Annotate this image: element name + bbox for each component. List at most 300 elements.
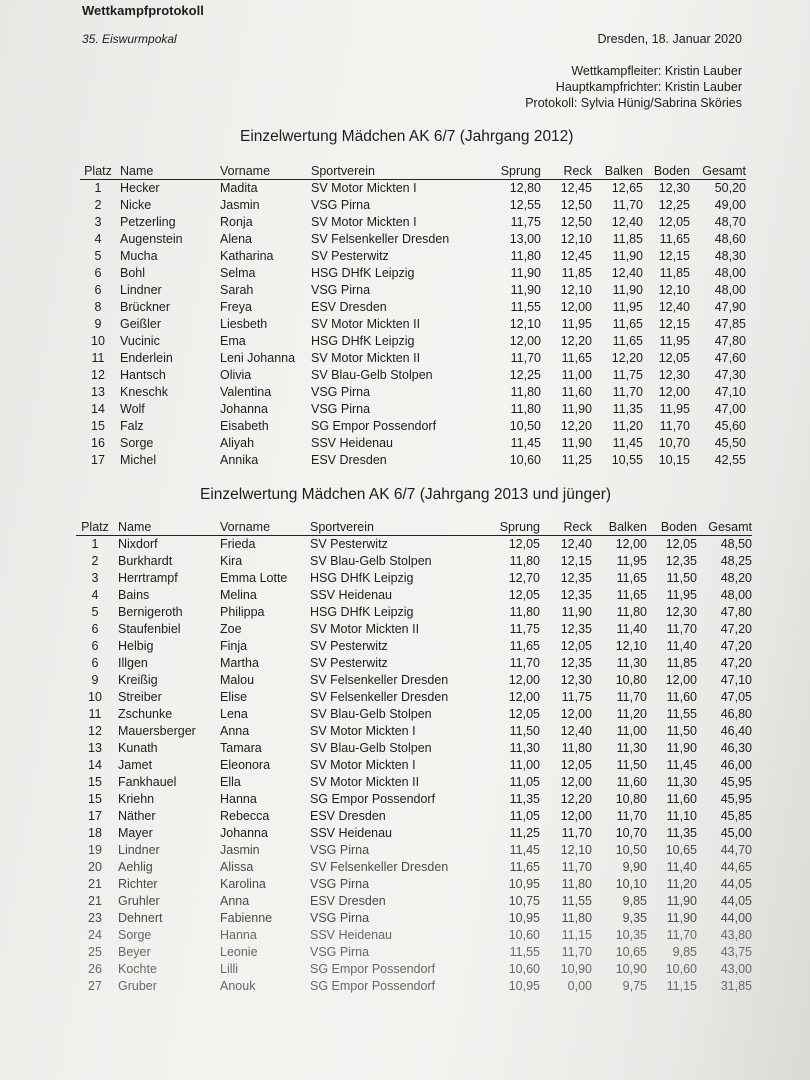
cell-vorname: Hanna [220, 928, 257, 942]
cell-platz: 6 [91, 639, 99, 653]
cell-balken: 11,70 [616, 690, 647, 704]
table-row [76, 825, 752, 842]
cell-sportverein: HSG DHfK Leipzig [310, 605, 414, 619]
cell-sportverein: SV Motor Mickten II [310, 622, 420, 636]
cell-platz: 6 [94, 266, 102, 280]
cell-sportverein: SV Blau-Gelb Stolpen [310, 707, 432, 721]
cell-sportverein: SV Motor Mickten I [311, 215, 417, 229]
cell-sprung: 11,70 [510, 351, 541, 365]
cell-sprung: 11,55 [509, 945, 540, 959]
cell-balken: 11,30 [616, 741, 647, 755]
cell-gesamt: 46,00 [720, 758, 752, 772]
cell-platz: 27 [88, 979, 102, 993]
col-name: Name [116, 164, 220, 180]
cell-platz: 13 [91, 385, 105, 399]
cell-reck: 12,15 [560, 554, 592, 568]
cell-sprung: 11,75 [509, 622, 540, 636]
cell-platz: 17 [91, 453, 105, 467]
cell-sprung: 12,70 [508, 571, 540, 585]
cell-gesamt: 46,30 [720, 741, 752, 755]
cell-balken: 10,80 [615, 673, 647, 687]
table-row [80, 214, 746, 231]
cell-balken: 11,70 [616, 809, 647, 823]
cell-vorname: Johanna [220, 826, 268, 840]
cell-name: Mayer [118, 826, 153, 840]
cell-sportverein: SV Felsenkeller Dresden [310, 690, 449, 704]
table-row [76, 961, 752, 978]
cell-platz: 21 [88, 877, 102, 891]
cell-sprung: 11,80 [510, 385, 541, 399]
cell-boden: 11,45 [666, 758, 697, 772]
cell-balken: 10,50 [615, 843, 647, 857]
table-row [80, 299, 746, 316]
cell-platz: 6 [91, 622, 99, 636]
cell-name: Mauersberger [118, 724, 196, 738]
cell-reck: 12,00 [560, 707, 592, 721]
cell-reck: 12,35 [560, 571, 592, 585]
cell-vorname: Jasmin [220, 843, 260, 857]
table-row [76, 944, 752, 961]
cell-platz: 8 [94, 300, 102, 314]
cell-name: Kunath [118, 741, 158, 755]
cell-vorname: Ronja [220, 215, 253, 229]
cell-name: Gruhler [118, 894, 160, 908]
cell-reck: 12,45 [560, 181, 592, 195]
cell-balken: 10,70 [615, 826, 647, 840]
cell-sprung: 11,35 [509, 792, 540, 806]
col-balken: Balken [592, 164, 643, 180]
cell-reck: 12,35 [560, 656, 592, 670]
cell-boden: 12,10 [658, 283, 690, 297]
table-row [76, 638, 752, 655]
cell-vorname: Ella [220, 775, 241, 789]
cell-name: Helbig [118, 639, 154, 653]
cell-balken: 11,50 [616, 758, 647, 772]
cell-vorname: Jasmin [220, 198, 260, 212]
cell-balken: 11,85 [612, 232, 643, 246]
cell-boden: 12,30 [665, 605, 697, 619]
cell-sprung: 11,65 [509, 860, 540, 874]
cell-gesamt: 47,10 [720, 673, 752, 687]
cell-balken: 10,80 [615, 792, 647, 806]
cell-boden: 11,95 [659, 402, 690, 416]
cell-gesamt: 47,10 [714, 385, 746, 399]
cell-vorname: Alena [220, 232, 252, 246]
cell-vorname: Ema [220, 334, 246, 348]
cell-name: Herrtrampf [118, 571, 178, 585]
cell-sportverein: SV Blau-Gelb Stolpen [310, 554, 432, 568]
cell-platz: 5 [91, 605, 99, 619]
competition-name: 35. Eiswurmpokal [82, 32, 177, 46]
section-title-2012: Einzelwertung Mädchen AK 6/7 (Jahrgang 2012) [240, 128, 574, 145]
cell-gesamt: 45,00 [720, 826, 752, 840]
cell-boden: 11,65 [659, 232, 690, 246]
cell-vorname: Leonie [220, 945, 258, 959]
cell-sportverein: SV Pesterwitz [310, 639, 388, 653]
cell-platz: 15 [88, 775, 102, 789]
cell-boden: 12,35 [665, 554, 697, 568]
table-row [76, 672, 752, 689]
cell-gesamt: 46,80 [720, 707, 752, 721]
cell-gesamt: 47,80 [720, 605, 752, 619]
cell-vorname: Anna [220, 724, 250, 738]
col-name: Name [114, 520, 220, 536]
cell-name: Kochte [118, 962, 157, 976]
cell-sprung: 12,00 [508, 690, 540, 704]
cell-name: Brückner [120, 300, 171, 314]
cell-platz: 9 [91, 673, 99, 687]
cell-sportverein: VSG Pirna [310, 911, 370, 925]
cell-vorname: Rebecca [220, 809, 270, 823]
cell-platz: 1 [91, 537, 99, 551]
cell-sprung: 11,75 [510, 215, 541, 229]
cell-platz: 1 [94, 181, 102, 195]
cell-boden: 11,10 [666, 809, 697, 823]
cell-vorname: Tamara [220, 741, 262, 755]
cell-balken: 10,10 [615, 877, 647, 891]
cell-platz: 15 [88, 792, 102, 806]
table-row [76, 910, 752, 927]
cell-balken: 11,75 [612, 368, 643, 382]
cell-gesamt: 44,05 [720, 877, 752, 891]
cell-balken: 11,65 [616, 571, 647, 585]
cell-vorname: Hanna [220, 792, 257, 806]
cell-vorname: Sarah [220, 283, 254, 297]
cell-sprung: 10,60 [509, 453, 541, 467]
col-balken: Balken [592, 520, 647, 536]
cell-reck: 11,65 [561, 351, 592, 365]
cell-sprung: 10,50 [509, 419, 541, 433]
cell-reck: 11,70 [561, 945, 592, 959]
col-gesamt: Gesamt [697, 520, 752, 536]
cell-name: Lindner [118, 843, 160, 857]
cell-reck: 11,25 [561, 453, 592, 467]
cell-gesamt: 47,30 [714, 368, 746, 382]
cell-reck: 12,30 [560, 673, 592, 687]
cell-sportverein: SG Empor Possendorf [310, 792, 436, 806]
cell-balken: 11,65 [612, 317, 643, 331]
cell-reck: 12,40 [560, 537, 592, 551]
cell-vorname: Kira [220, 554, 243, 568]
cell-vorname: Katharina [220, 249, 274, 263]
cell-balken: 10,35 [615, 928, 647, 942]
cell-boden: 12,40 [658, 300, 690, 314]
cell-sprung: 12,05 [508, 537, 540, 551]
cell-name: Fankhauel [118, 775, 177, 789]
cell-sportverein: ESV Dresden [311, 300, 387, 314]
cell-boden: 11,50 [666, 724, 697, 738]
table-header [76, 520, 752, 536]
cell-sprung: 10,95 [508, 979, 540, 993]
cell-gesamt: 48,25 [720, 554, 752, 568]
cell-vorname: Anna [220, 894, 250, 908]
cell-reck: 11,90 [561, 605, 592, 619]
cell-gesamt: 47,00 [714, 402, 746, 416]
cell-gesamt: 44,65 [720, 860, 752, 874]
cell-reck: 11,80 [561, 741, 592, 755]
cell-balken: 11,70 [612, 385, 643, 399]
cell-sportverein: VSG Pirna [311, 385, 371, 399]
cell-name: Vucinic [120, 334, 160, 348]
cell-boden: 11,20 [666, 877, 697, 891]
cell-platz: 25 [88, 945, 102, 959]
cell-boden: 10,60 [665, 962, 697, 976]
cell-reck: 12,20 [560, 419, 592, 433]
cell-balken: 11,80 [616, 605, 647, 619]
cell-name: Zschunke [118, 707, 173, 721]
cell-gesamt: 48,20 [720, 571, 752, 585]
competition-date: Dresden, 18. Januar 2020 [597, 32, 742, 46]
cell-gesamt: 45,95 [720, 792, 752, 806]
cell-platz: 11 [88, 707, 102, 721]
cell-balken: 11,95 [616, 554, 647, 568]
cell-reck: 12,10 [560, 843, 592, 857]
cell-vorname: Malou [220, 673, 255, 687]
cell-balken: 11,40 [616, 622, 647, 636]
cell-platz: 12 [91, 368, 105, 382]
cell-sportverein: SV Blau-Gelb Stolpen [310, 741, 432, 755]
cell-boden: 10,15 [658, 453, 690, 467]
cell-sprung: 11,80 [509, 554, 540, 568]
cell-reck: 11,90 [561, 402, 592, 416]
cell-vorname: Freya [220, 300, 252, 314]
cell-platz: 24 [88, 928, 102, 942]
cell-gesamt: 49,00 [714, 198, 746, 212]
cell-gesamt: 48,70 [714, 215, 746, 229]
cell-name: Beyer [118, 945, 151, 959]
cell-name: Augenstein [120, 232, 183, 246]
cell-gesamt: 48,00 [720, 588, 752, 602]
cell-balken: 12,10 [615, 639, 647, 653]
cell-sprung: 11,45 [509, 843, 540, 857]
table-row [80, 452, 746, 469]
cell-platz: 2 [94, 198, 102, 212]
cell-sportverein: SV Motor Mickten II [310, 775, 420, 789]
cell-platz: 16 [91, 436, 105, 450]
cell-gesamt: 42,55 [714, 453, 746, 467]
cell-platz: 12 [88, 724, 102, 738]
cell-platz: 4 [94, 232, 102, 246]
cell-balken: 11,90 [612, 249, 643, 263]
cell-platz: 18 [88, 826, 102, 840]
cell-name: Mucha [120, 249, 158, 263]
cell-gesamt: 47,05 [720, 690, 752, 704]
table-row [76, 723, 752, 740]
cell-platz: 6 [94, 283, 102, 297]
cell-sportverein: SSV Heidenau [311, 436, 394, 450]
cell-sportverein: ESV Dresden [310, 894, 386, 908]
cell-balken: 10,90 [615, 962, 647, 976]
cell-sprung: 12,55 [509, 198, 541, 212]
cell-balken: 11,70 [612, 198, 643, 212]
table-row [76, 791, 752, 808]
cell-name: Nicke [120, 198, 152, 212]
table-row [80, 197, 746, 214]
cell-vorname: Philippa [220, 605, 265, 619]
cell-sprung: 10,60 [508, 928, 540, 942]
cell-platz: 3 [94, 215, 102, 229]
cell-name: Sorge [118, 928, 152, 942]
cell-sportverein: SSV Heidenau [310, 826, 393, 840]
cell-name: Lindner [120, 283, 162, 297]
cell-reck: 11,70 [561, 826, 592, 840]
table-row [76, 842, 752, 859]
table-row [76, 978, 752, 995]
cell-reck: 11,85 [561, 266, 592, 280]
cell-name: Näther [118, 809, 156, 823]
cell-boden: 11,85 [659, 266, 690, 280]
cell-sportverein: VSG Pirna [310, 843, 370, 857]
cell-gesamt: 47,20 [720, 639, 752, 653]
table-row [76, 757, 752, 774]
cell-boden: 11,85 [666, 656, 697, 670]
cell-sprung: 11,25 [509, 826, 540, 840]
cell-vorname: Finja [220, 639, 248, 653]
cell-balken: 9,90 [622, 860, 647, 874]
cell-balken: 11,35 [612, 402, 643, 416]
cell-name: Staufenbiel [118, 622, 181, 636]
cell-sportverein: SV Pesterwitz [311, 249, 389, 263]
cell-name: Jamet [118, 758, 153, 772]
cell-reck: 12,00 [560, 300, 592, 314]
cell-vorname: Annika [220, 453, 259, 467]
cell-gesamt: 47,80 [714, 334, 746, 348]
cell-name: Richter [118, 877, 158, 891]
cell-reck: 12,00 [560, 809, 592, 823]
cell-balken: 11,65 [612, 334, 643, 348]
cell-boden: 12,05 [658, 351, 690, 365]
cell-sprung: 10,60 [508, 962, 540, 976]
cell-sportverein: HSG DHfK Leipzig [311, 266, 415, 280]
cell-gesamt: 50,20 [714, 181, 746, 195]
cell-boden: 10,70 [658, 436, 690, 450]
official-line: Hauptkampfrichter: Kristin Lauber [555, 80, 742, 94]
cell-boden: 12,15 [658, 249, 690, 263]
cell-gesamt: 43,00 [720, 962, 752, 976]
cell-balken: 11,20 [612, 419, 643, 433]
cell-sprung: 11,80 [509, 605, 540, 619]
cell-boden: 12,05 [658, 215, 690, 229]
table-row [76, 604, 752, 621]
official-line: Wettkampfleiter: Kristin Lauber [571, 64, 742, 78]
cell-sportverein: SG Empor Possendorf [310, 979, 436, 993]
table-row [76, 876, 752, 893]
cell-name: Illgen [118, 656, 148, 670]
cell-sportverein: SG Empor Possendorf [310, 962, 436, 976]
col-sportverein: Sportverein [310, 520, 476, 536]
table-row [76, 536, 752, 554]
cell-vorname: Frieda [220, 537, 256, 551]
cell-platz: 19 [88, 843, 102, 857]
results-table-2013 [76, 520, 752, 995]
cell-gesamt: 47,20 [720, 622, 752, 636]
cell-reck: 12,40 [560, 724, 592, 738]
cell-name: Petzerling [120, 215, 176, 229]
table-row [76, 553, 752, 570]
table-row [76, 655, 752, 672]
cell-platz: 5 [94, 249, 102, 263]
cell-boden: 11,95 [659, 334, 690, 348]
cell-reck: 12,20 [560, 334, 592, 348]
cell-gesamt: 45,95 [720, 775, 752, 789]
cell-balken: 11,20 [616, 707, 647, 721]
cell-sprung: 12,10 [509, 317, 541, 331]
cell-balken: 12,40 [611, 266, 643, 280]
cell-sportverein: SV Motor Mickten I [311, 181, 417, 195]
cell-gesamt: 47,90 [714, 300, 746, 314]
cell-balken: 12,00 [615, 537, 647, 551]
col-reck: Reck [541, 164, 592, 180]
table-row [80, 248, 746, 265]
cell-sprung: 12,25 [509, 368, 541, 382]
cell-sportverein: SV Pesterwitz [310, 656, 388, 670]
table-row [80, 231, 746, 248]
cell-sportverein: SV Felsenkeller Dresden [310, 860, 449, 874]
cell-balken: 11,45 [612, 436, 643, 450]
cell-gesamt: 48,00 [714, 266, 746, 280]
section-title-2013: Einzelwertung Mädchen AK 6/7 (Jahrgang 2013 und jünger) [200, 486, 612, 503]
cell-boden: 11,60 [666, 792, 697, 806]
cell-reck: 11,70 [561, 860, 592, 874]
cell-name: Falz [120, 419, 144, 433]
cell-name: Geißler [120, 317, 161, 331]
cell-sportverein: SV Felsenkeller Dresden [311, 232, 450, 246]
cell-platz: 14 [88, 758, 102, 772]
cell-name: Sorge [120, 436, 154, 450]
cell-sprung: 11,50 [509, 724, 540, 738]
cell-boden: 12,00 [665, 673, 697, 687]
cell-balken: 9,75 [622, 979, 647, 993]
cell-platz: 15 [91, 419, 105, 433]
col-sportverein: Sportverein [311, 164, 477, 180]
cell-platz: 11 [91, 351, 105, 365]
cell-sportverein: SG Empor Possendorf [311, 419, 437, 433]
cell-sprung: 10,95 [508, 877, 540, 891]
cell-sprung: 11,70 [509, 656, 540, 670]
cell-boden: 12,30 [658, 181, 690, 195]
cell-reck: 12,20 [560, 792, 592, 806]
cell-boden: 12,00 [658, 385, 690, 399]
cell-boden: 11,35 [666, 826, 697, 840]
cell-sprung: 12,00 [509, 334, 541, 348]
cell-platz: 9 [94, 317, 102, 331]
cell-name: Bains [118, 588, 150, 602]
cell-platz: 23 [88, 911, 102, 925]
cell-sprung: 11,90 [510, 266, 541, 280]
cell-boden: 12,05 [665, 537, 697, 551]
cell-sportverein: SSV Heidenau [310, 928, 393, 942]
cell-reck: 11,80 [561, 877, 592, 891]
cell-platz: 21 [88, 894, 102, 908]
cell-boden: 11,70 [666, 928, 697, 942]
cell-sportverein: SV Motor Mickten II [311, 317, 421, 331]
cell-vorname: Karolina [220, 877, 266, 891]
table-row [76, 621, 752, 638]
cell-gesamt: 45,60 [714, 419, 746, 433]
cell-reck: 11,75 [561, 690, 592, 704]
cell-sportverein: VSG Pirna [310, 877, 370, 891]
cell-balken: 12,65 [611, 181, 643, 195]
table-row [80, 435, 746, 452]
cell-sportverein: VSG Pirna [311, 283, 371, 297]
cell-sprung: 11,55 [510, 300, 541, 314]
cell-boden: 11,30 [666, 775, 697, 789]
cell-balken: 12,40 [611, 215, 643, 229]
cell-reck: 11,60 [561, 385, 592, 399]
cell-reck: 10,90 [560, 962, 592, 976]
cell-reck: 12,00 [560, 775, 592, 789]
cell-balken: 11,00 [616, 724, 647, 738]
